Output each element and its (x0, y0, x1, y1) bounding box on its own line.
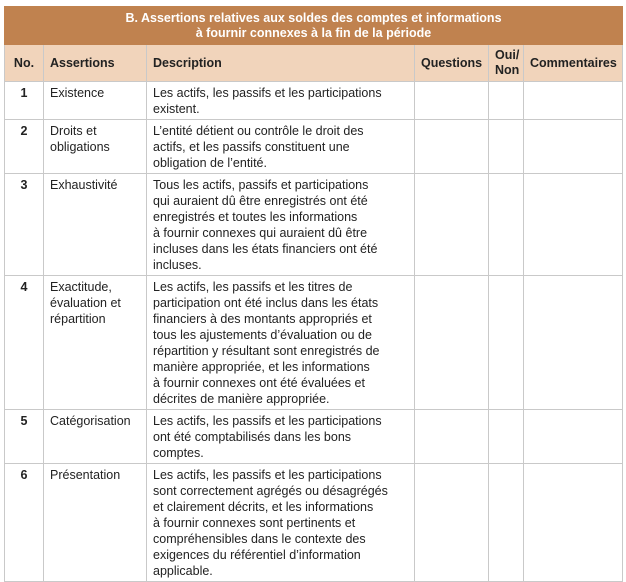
description-line: incluses. (153, 258, 202, 272)
table-row (5, 276, 623, 410)
assertion-line: Exhaustivité (50, 178, 118, 192)
description-line: décrites de manière appropriée. (153, 392, 330, 406)
row-assertion (44, 410, 147, 464)
assertions-table (4, 6, 623, 582)
description-line: applicable. (153, 564, 213, 578)
description-line: répartition y résultant sont enregistrés de (153, 344, 380, 358)
description-line: L’entité détient ou contrôle le droit des (153, 124, 364, 138)
assertion-line: Présentation (50, 468, 121, 482)
table-body (5, 82, 623, 582)
header-oui-non (489, 45, 524, 82)
row-description (147, 276, 415, 410)
row-description (147, 174, 415, 276)
row-oui-non-cell[interactable] (489, 120, 524, 174)
row-questions-cell[interactable] (415, 276, 489, 410)
header-oui-non-line-2: Non (495, 63, 520, 77)
table-title-line-1: B. Assertions relatives aux soldes des comptes et informations (125, 11, 502, 25)
description-line: ont été comptabilisés dans les bons (153, 430, 352, 444)
description-line: Les actifs, les passifs et les participations (153, 468, 382, 482)
row-description (147, 464, 415, 582)
description-line: exigences du référentiel d’information (153, 548, 361, 562)
description-line: existent. (153, 102, 200, 116)
assertion-line: répartition (50, 312, 106, 326)
header-no: No. (5, 45, 44, 82)
assertions-table-container (4, 6, 622, 582)
description-line: sont correctement agrégés ou désagrégés (153, 484, 388, 498)
table-row (5, 174, 623, 276)
description-line: obligation de l’entité. (153, 156, 267, 170)
description-line: actifs, et les passifs constituent une (153, 140, 350, 154)
row-assertion (44, 120, 147, 174)
assertion-line: Droits et (50, 124, 97, 138)
description-line: Les actifs, les passifs et les participations (153, 414, 382, 428)
row-description (147, 410, 415, 464)
title-row (5, 7, 623, 45)
row-commentaires-cell[interactable] (524, 174, 623, 276)
description-line: participation ont été inclus dans les états (153, 296, 379, 310)
row-questions-cell[interactable] (415, 120, 489, 174)
row-number: 3 (5, 174, 44, 276)
row-questions-cell[interactable] (415, 410, 489, 464)
header-row (5, 45, 623, 82)
header-commentaires: Commentaires (524, 45, 623, 82)
description-line: tous les ajustements d’évaluation ou de (153, 328, 372, 342)
row-number: 6 (5, 464, 44, 582)
header-questions: Questions (415, 45, 489, 82)
assertion-line: Exactitude, (50, 280, 112, 294)
row-commentaires-cell[interactable] (524, 464, 623, 582)
row-assertion (44, 82, 147, 120)
row-number: 2 (5, 120, 44, 174)
description-line: incluses dans les états financiers ont été (153, 242, 378, 256)
description-line: manière appropriée, et les informations (153, 360, 370, 374)
row-questions-cell[interactable] (415, 464, 489, 582)
table-title (5, 7, 623, 45)
table-row (5, 120, 623, 174)
header-assertions: Assertions (44, 45, 147, 82)
row-description (147, 120, 415, 174)
row-assertion (44, 276, 147, 410)
description-line: Les actifs, les passifs et les titres de (153, 280, 353, 294)
row-number: 5 (5, 410, 44, 464)
table-row (5, 82, 623, 120)
row-assertion (44, 174, 147, 276)
table-row (5, 464, 623, 582)
row-commentaires-cell[interactable] (524, 276, 623, 410)
description-line: compréhensibles dans le contexte des (153, 532, 366, 546)
table-title-line-2: à fournir connexes à la fin de la période (195, 26, 432, 40)
assertion-line: obligations (50, 140, 110, 154)
row-number: 4 (5, 276, 44, 410)
row-commentaires-cell[interactable] (524, 410, 623, 464)
description-line: à fournir connexes qui auraient dû être (153, 226, 368, 240)
description-line: comptes. (153, 446, 204, 460)
row-oui-non-cell[interactable] (489, 82, 524, 120)
row-description (147, 82, 415, 120)
description-line: qui auraient dû être enregistrés ont été (153, 194, 368, 208)
header-description: Description (147, 45, 415, 82)
row-commentaires-cell[interactable] (524, 82, 623, 120)
row-number: 1 (5, 82, 44, 120)
description-line: financiers à des montants appropriés et (153, 312, 372, 326)
assertion-line: évaluation et (50, 296, 121, 310)
description-line: enregistrés et toutes les informations (153, 210, 358, 224)
table-row (5, 410, 623, 464)
assertion-line: Catégorisation (50, 414, 131, 428)
description-line: Les actifs, les passifs et les participations (153, 86, 382, 100)
row-commentaires-cell[interactable] (524, 120, 623, 174)
description-line: Tous les actifs, passifs et participations (153, 178, 369, 192)
row-assertion (44, 464, 147, 582)
row-oui-non-cell[interactable] (489, 410, 524, 464)
row-oui-non-cell[interactable] (489, 174, 524, 276)
row-oui-non-cell[interactable] (489, 464, 524, 582)
row-questions-cell[interactable] (415, 174, 489, 276)
header-oui-non-line-1: Oui/ (495, 48, 520, 62)
description-line: à fournir connexes ont été évaluées et (153, 376, 365, 390)
row-oui-non-cell[interactable] (489, 276, 524, 410)
description-line: et clairement décrits, et les informations (153, 500, 374, 514)
description-line: à fournir connexes sont pertinents et (153, 516, 356, 530)
assertion-line: Existence (50, 86, 105, 100)
row-questions-cell[interactable] (415, 82, 489, 120)
